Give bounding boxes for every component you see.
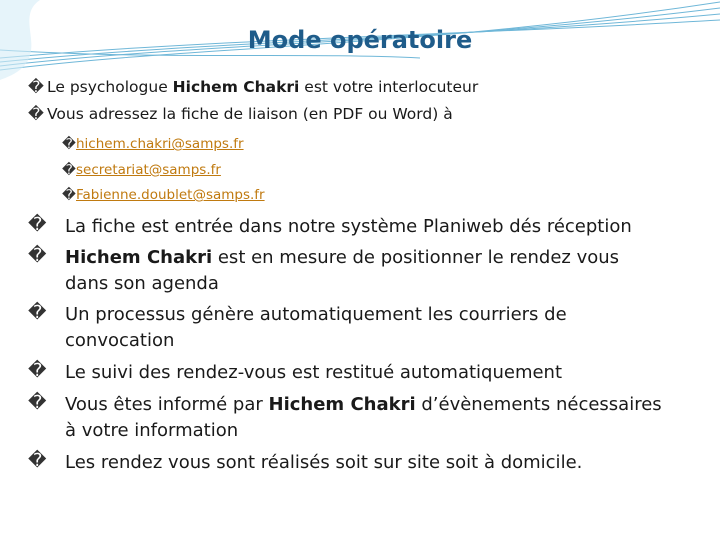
text-span: Le suivi des rendez-vous est restitué automatiquement — [65, 362, 563, 383]
text-line — [65, 302, 705, 328]
text-line — [65, 450, 705, 476]
bullet-text — [65, 450, 705, 476]
text-span: Un processus génère automatiquement les courriers de — [65, 304, 567, 325]
bullet-text — [65, 392, 705, 444]
text-line — [65, 418, 705, 444]
text-span: à votre information — [65, 420, 239, 441]
text-span: dans son agenda — [65, 273, 219, 294]
bullet-text — [65, 245, 705, 297]
bullet-text — [47, 105, 453, 123]
text-span: convocation — [65, 330, 175, 351]
bullet-icon: � — [62, 187, 76, 203]
text-span: Vous êtes informé par — [65, 394, 269, 415]
text-span: Vous adressez la fiche de liaison (en PDF ou Word) à — [47, 105, 453, 123]
text-line — [65, 360, 705, 386]
bullet-icon: � — [28, 105, 44, 123]
bullet-text — [65, 302, 705, 354]
bullet-text — [65, 360, 705, 386]
bullet-icon: � — [62, 162, 76, 178]
text-line — [65, 392, 705, 418]
bullet-text — [47, 78, 478, 96]
text-line — [65, 245, 705, 271]
text-line — [65, 214, 705, 240]
bullet-icon: � — [28, 450, 47, 471]
bold-name: Hichem Chakri — [65, 247, 213, 268]
text-line — [65, 271, 705, 297]
bold-name: Hichem Chakri — [172, 78, 300, 96]
bullet-icon: � — [28, 78, 44, 96]
text-span: d’évènements nécessaires — [415, 394, 662, 415]
slide-title: Mode opératoire — [247, 26, 473, 54]
bullet-icon: � — [28, 360, 47, 381]
text-span: Le psychologue — [47, 78, 173, 96]
bullet-icon: � — [28, 245, 47, 266]
bullet-icon: � — [28, 302, 47, 323]
bullet-text — [65, 214, 705, 240]
text-span: La fiche est entrée dans notre système Planiweb dés réception — [65, 216, 632, 237]
bullet-icon: � — [28, 214, 47, 235]
bullet-icon: � — [62, 136, 76, 152]
email-link[interactable]: hichem.chakri@samps.fr — [76, 136, 244, 152]
bullet-icon: � — [28, 392, 47, 413]
text-span: Les rendez vous sont réalisés soit sur site soit à domicile. — [65, 452, 583, 473]
bold-name: Hichem Chakri — [268, 394, 416, 415]
text-span: est en mesure de positionner le rendez vous — [212, 247, 620, 268]
email-link[interactable]: Fabienne.doublet@samps.fr — [76, 187, 265, 203]
text-span: est votre interlocuteur — [299, 78, 479, 96]
email-link[interactable]: secretariat@samps.fr — [76, 162, 221, 178]
text-line — [65, 328, 705, 354]
